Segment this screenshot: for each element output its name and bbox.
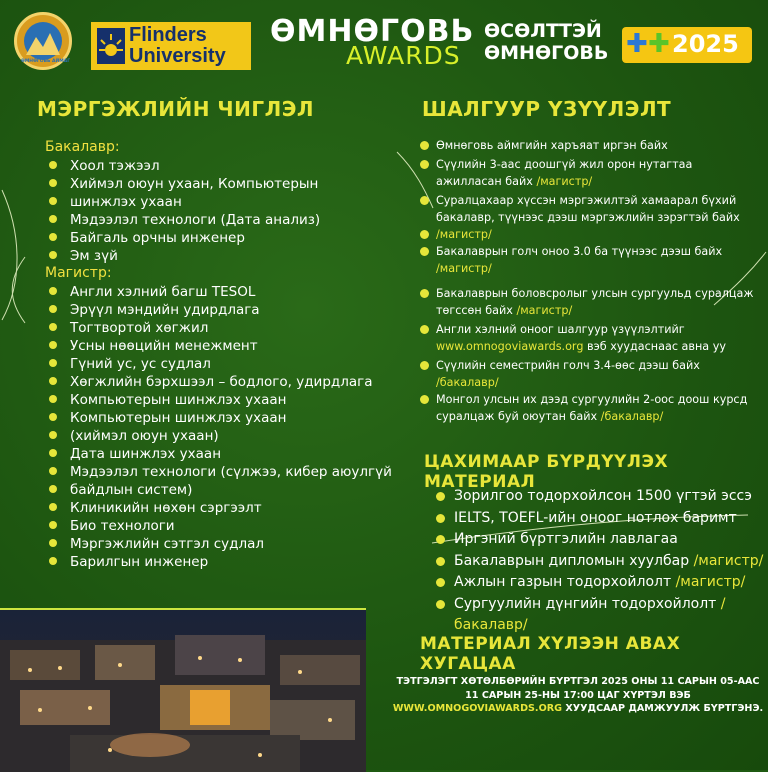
year-badge bbox=[622, 27, 752, 63]
bullet-icon bbox=[420, 361, 429, 370]
bullet-icon bbox=[49, 179, 57, 187]
list-item bbox=[70, 553, 392, 571]
list-item bbox=[436, 391, 756, 425]
list-item bbox=[70, 517, 392, 535]
list-item bbox=[436, 156, 756, 190]
list-item bbox=[454, 529, 768, 551]
city-illustration bbox=[0, 610, 366, 772]
list-item bbox=[70, 247, 320, 265]
list-item-text: Хөгжлийн бэрхшээл – бодлого, удирдлага bbox=[70, 374, 373, 390]
criteria-text: Сүүлийн 3-аас доошгүй жил орон нутагтаа ажилласан байх bbox=[436, 158, 693, 188]
list-item bbox=[70, 175, 320, 193]
list-item-text: Эрүүл мэндийн удирдлага bbox=[70, 302, 260, 318]
flinders-university-logo bbox=[91, 22, 251, 70]
website-link[interactable]: www.omnogoviawards.org bbox=[436, 340, 584, 353]
list-item bbox=[70, 211, 320, 229]
bullet-icon bbox=[49, 395, 57, 403]
list-item bbox=[454, 508, 768, 530]
list-item bbox=[70, 355, 392, 373]
list-item-text: (хиймэл оюун ухаан) bbox=[70, 428, 219, 444]
deadline-text bbox=[392, 675, 764, 716]
criteria-text: Бакалаврын голч оноо 3.0 ба түүнээс дээш байх bbox=[436, 245, 723, 258]
criteria-text: Сүүлийн семестрийн голч 3.4-өөс дээш байх bbox=[436, 359, 700, 372]
bullet-icon bbox=[49, 413, 57, 421]
material-text: IELTS, TOEFL-ийн оноог нотлох баримт bbox=[454, 509, 737, 526]
list-item-text: Хоол тэжээл bbox=[70, 158, 160, 174]
list-item bbox=[70, 409, 392, 427]
criteria-tag: /бакалавр/ bbox=[436, 376, 499, 389]
flinders-line-1: Flinders bbox=[129, 24, 207, 46]
flinders-line-2: University bbox=[129, 45, 226, 67]
list-item bbox=[70, 193, 320, 211]
bullet-icon bbox=[49, 251, 57, 259]
bullet-icon bbox=[420, 196, 429, 205]
criteria-text: Өмнөговь аймгийн харъяат иргэн байх bbox=[436, 139, 668, 152]
criteria-tag: /магистр/ bbox=[536, 175, 593, 188]
material-text: Бакалаврын дипломын хуулбар bbox=[454, 552, 690, 569]
list-item-text: байдлын систем) bbox=[70, 482, 193, 498]
left-curve-decoration-2 bbox=[0, 255, 30, 325]
list-item bbox=[70, 157, 320, 175]
list-item bbox=[70, 319, 392, 337]
list-item-text: Мэдээлэл технологи (сүлжээ, кибер аюулгүй bbox=[70, 464, 392, 480]
deadline-heading: МАТЕРИАЛ ХҮЛЭЭН АВАХ ХУГАЦАА bbox=[420, 634, 681, 674]
deadline-line-1: ТЭТГЭЛЭГТ ХӨТӨЛБӨРИЙН БҮРТГЭЛ 2025 ОНЫ 11 САРЫН 05-ААС bbox=[396, 676, 760, 687]
list-item bbox=[436, 321, 756, 355]
list-item bbox=[436, 243, 756, 277]
list-item bbox=[70, 301, 392, 319]
deadline-website-link[interactable]: WWW.OMNOGOVIAWARDS.ORG bbox=[392, 703, 562, 714]
list-item-text: Компьютерын шинжлэх ухаан bbox=[70, 392, 287, 408]
bullet-icon bbox=[420, 395, 429, 404]
list-item-text: Мэдээлэл технологи (Дата анализ) bbox=[70, 212, 321, 228]
bachelor-label: Бакалавр: bbox=[45, 139, 120, 155]
specialties-heading: МЭРГЭЖЛИЙН ЧИГЛЭЛ bbox=[37, 97, 314, 121]
criteria-tag: /магистр/ bbox=[436, 228, 492, 241]
bullet-icon bbox=[49, 233, 57, 241]
bullet-icon bbox=[420, 289, 429, 298]
list-item bbox=[436, 226, 756, 243]
list-item-text: Барилгын инженер bbox=[70, 554, 209, 570]
deadline-line-2: 11 САРЫН 25-НЫ 17:00 ЦАГ ХҮРТЭЛ ВЭБ bbox=[465, 689, 691, 701]
list-item bbox=[70, 499, 392, 517]
list-item-text: Хиймэл оюун ухаан, Компьютерын bbox=[70, 176, 319, 192]
list-item-text: Клиникийн нөхөн сэргээлт bbox=[70, 500, 262, 516]
bullet-icon bbox=[436, 578, 445, 587]
list-item bbox=[70, 463, 392, 481]
list-item-text: Мэргэжлийн сэтгэл судлал bbox=[70, 536, 264, 552]
list-item bbox=[436, 285, 756, 319]
material-tag: /магистр/ bbox=[675, 574, 746, 590]
bullet-icon bbox=[49, 197, 57, 205]
bullet-icon bbox=[49, 305, 57, 313]
slogan-line-1: ӨСӨЛТТЭЙ bbox=[484, 20, 602, 42]
bullet-icon bbox=[49, 377, 57, 385]
list-item-text: Дата шинжлэх ухаан bbox=[70, 446, 222, 462]
crit-curve-decoration bbox=[395, 150, 435, 210]
bullet-icon bbox=[436, 557, 445, 566]
list-item bbox=[454, 551, 768, 573]
list-item-text: Компьютерын шинжлэх ухаан bbox=[70, 410, 287, 426]
bullet-icon bbox=[49, 287, 57, 295]
criteria-tag: /бакалавр/ bbox=[600, 410, 664, 423]
materials-heading: ЦАХИМААР БҮРДҮҮЛЭХ МАТЕРИАЛ bbox=[424, 452, 669, 492]
blue-plus-icon: ✚ bbox=[626, 29, 648, 59]
bullet-icon bbox=[420, 247, 429, 256]
material-tag: /бакалавр/ bbox=[454, 595, 726, 633]
bullet-icon bbox=[49, 215, 57, 223]
criteria-list bbox=[436, 137, 756, 425]
criteria-text: Англи хэлний оноог шалгуур үзүүлэлтийг bbox=[436, 323, 685, 336]
list-item bbox=[70, 535, 392, 553]
list-item-text: Тогтвортой хөгжил bbox=[70, 320, 209, 336]
bullet-icon bbox=[420, 141, 429, 150]
material-text: Ажлын газрын тодорхойлолт bbox=[454, 574, 672, 590]
master-label: Магистр: bbox=[45, 265, 112, 281]
criteria-heading: ШАЛГУУР ҮЗҮҮЛЭЛТ bbox=[422, 97, 672, 121]
bullet-icon bbox=[49, 161, 57, 169]
list-item-text: Байгаль орчны инженер bbox=[70, 230, 245, 246]
list-item bbox=[70, 391, 392, 409]
list-item bbox=[70, 229, 320, 247]
bullet-icon bbox=[49, 521, 57, 529]
bullet-icon bbox=[49, 431, 57, 439]
bullet-icon bbox=[420, 230, 429, 239]
bullet-icon bbox=[49, 359, 57, 367]
bullet-icon bbox=[49, 323, 57, 331]
list-item bbox=[70, 337, 392, 355]
bullet-icon bbox=[49, 467, 57, 475]
criteria-text: Монгол улсын их дээд сургуулийн 2-оос доош курсд суралцаж буй оюутан байх bbox=[436, 393, 748, 423]
list-item-text: Усны нөөцийн менежмент bbox=[70, 338, 258, 354]
green-plus-icon: ✚ bbox=[648, 29, 670, 59]
list-item bbox=[454, 572, 768, 594]
list-item-text: Англи хэлний багш TESOL bbox=[70, 284, 256, 300]
slogan-line-2: ӨМНӨГОВЬ bbox=[484, 42, 609, 64]
material-text: Сургуулийн дүнгийн тодорхойлолт bbox=[454, 595, 717, 612]
awards-brand: AWARDS bbox=[346, 41, 461, 70]
material-text: Зорилгоо тодорхойлсон 1500 үгтэй эссэ bbox=[454, 488, 752, 504]
bullet-icon bbox=[49, 485, 57, 493]
sun-emblem-icon bbox=[97, 28, 125, 64]
list-item bbox=[70, 481, 392, 499]
list-item bbox=[436, 137, 756, 154]
mountain-icon bbox=[26, 31, 60, 55]
city-night-photo bbox=[0, 608, 366, 772]
criteria-text: Бакалаврын боловсролыг улсын сургуульд суралцаж төгссөн байх bbox=[436, 287, 754, 317]
list-item bbox=[70, 427, 392, 445]
list-item bbox=[454, 594, 768, 637]
bullet-icon bbox=[420, 160, 429, 169]
omnogovi-brand: ӨМНӨГОВЬ bbox=[270, 14, 475, 49]
material-tag: /магистр/ bbox=[693, 552, 764, 569]
bullet-icon bbox=[49, 449, 57, 457]
list-item-text: шинжлэх ухаан bbox=[70, 194, 182, 210]
criteria-tag: /магистр/ bbox=[516, 304, 573, 317]
criteria-text: Суралцахаар хүссэн мэргэжилтэй хамаарал бүхий бакалавр, түүнээс дээш мэргэжлийн зэрэгтэй байх bbox=[436, 194, 740, 224]
bullet-icon bbox=[436, 535, 445, 544]
deadline-line-3: ХУУДСААР ДАМЖУУЛЖ БҮРТГЭНЭ. bbox=[565, 703, 764, 714]
bachelor-list bbox=[70, 157, 320, 265]
material-text: Иргэний бүртгэлийн лавлагаа bbox=[454, 531, 678, 547]
master-list bbox=[70, 283, 392, 571]
list-item bbox=[70, 283, 392, 301]
bullet-icon bbox=[49, 341, 57, 349]
bullet-icon bbox=[49, 503, 57, 511]
list-item bbox=[70, 373, 392, 391]
bullet-icon bbox=[49, 539, 57, 547]
list-item bbox=[70, 445, 392, 463]
list-item bbox=[436, 357, 756, 391]
list-item-text: Гүний ус, ус судлал bbox=[70, 356, 211, 372]
bullet-icon bbox=[49, 557, 57, 565]
list-item-text: Эм зүй bbox=[70, 248, 118, 264]
year-text: 2025 bbox=[672, 30, 739, 58]
seal-label: ӨМНӨГОВЬ АЙМАГ bbox=[21, 59, 71, 64]
bullet-icon bbox=[436, 600, 445, 609]
list-item bbox=[436, 192, 756, 226]
bullet-icon bbox=[436, 492, 445, 501]
bullet-icon bbox=[420, 325, 429, 334]
materials-list bbox=[454, 486, 768, 637]
slogan-logo bbox=[484, 20, 608, 64]
bullet-icon bbox=[436, 514, 445, 523]
list-item bbox=[454, 486, 768, 508]
criteria-tag: /магистр/ bbox=[436, 262, 492, 275]
criteria-text: вэб хуудаснаас авна уу bbox=[587, 340, 726, 353]
province-seal-logo bbox=[14, 12, 72, 70]
list-item-text: Био технологи bbox=[70, 518, 175, 534]
